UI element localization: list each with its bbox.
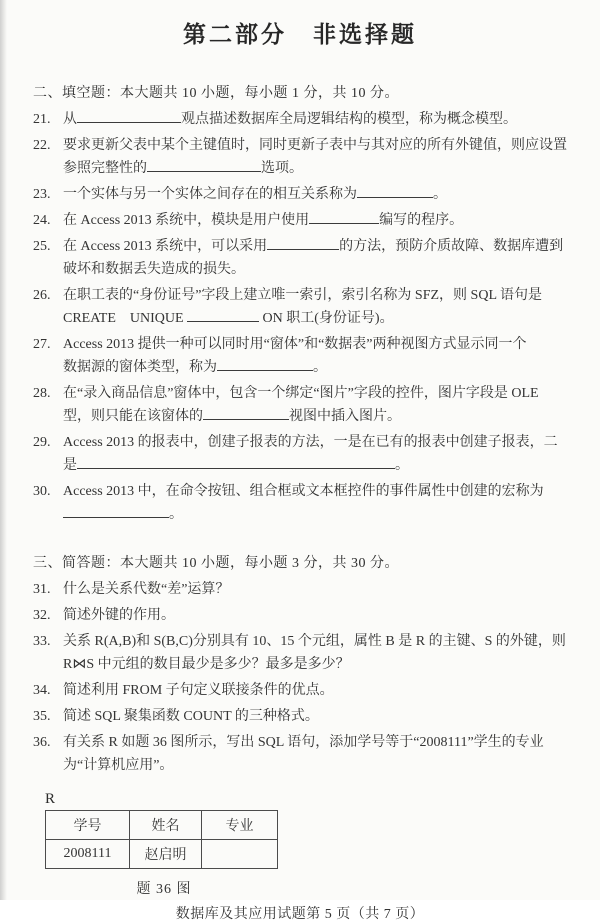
question-text-segment: 要求更新父表中某个主键值时，同时更新子表中与其对应的所有外键值，则应设置	[63, 138, 567, 153]
section-fill-blank	[0, 82, 600, 526]
question-text-segment: 。	[313, 360, 327, 375]
figure-caption: 题 36 图	[136, 882, 192, 897]
question-text-segment: 数据源的窗体类型，称为	[63, 360, 217, 375]
question-text-segment: 破坏和数据丢失造成的损失。	[63, 262, 245, 277]
question-text-segment: 型，则只能在该窗体的	[63, 409, 203, 424]
short-answer-question-list	[33, 578, 586, 777]
blank-underline	[267, 236, 339, 250]
question-text-segment: Access 2013 提供一种可以同时用“窗体”和“数据表”两种视图方式显示同一个	[63, 337, 527, 352]
question-text-segment: 什么是关系代数“差”运算？	[63, 582, 230, 597]
question-content	[63, 134, 586, 180]
question-text-segment: 。	[169, 507, 183, 522]
question-content	[63, 183, 586, 206]
page-title: 第二部分 非选择题	[183, 22, 417, 47]
question-content	[63, 431, 586, 477]
question-content	[63, 731, 586, 777]
question-number: 29.	[33, 435, 51, 450]
question-row	[33, 209, 586, 232]
question-content	[63, 235, 586, 281]
relation-r-table	[45, 810, 278, 869]
table-cell: 赵启明	[130, 840, 202, 869]
question-number: 27.	[33, 337, 51, 352]
question-text-segment: 在 Access 2013 系统中，模块是用户使用	[63, 213, 310, 228]
question-content	[63, 108, 586, 131]
question-text-segment: 关系 R(A,B)和 S(B,C)分别具有 10、15 个元组，属性 B 是 R 的主键、S 的外键，则	[63, 634, 566, 649]
question-text-segment: Access 2013 的报表中，创建子报表的方法，一是在已有的报表中创建子报表，二	[63, 435, 558, 450]
question-number: 26.	[33, 288, 51, 303]
blank-underline	[357, 184, 433, 198]
question-row	[33, 480, 586, 526]
question-text-segment: ON 职工(身份证号)。	[259, 311, 394, 326]
question-row	[33, 630, 586, 676]
question-36-figure	[0, 791, 600, 898]
question-content	[63, 578, 586, 601]
question-text-segment: 编写的程序。	[379, 213, 464, 228]
question-text-segment: 在“录入商品信息”窗体中，包含一个绑定“图片”字段的控件，图片字段是 OLE	[63, 386, 539, 401]
question-text-segment: 视图中插入图片。	[289, 409, 401, 424]
question-row	[33, 604, 586, 627]
question-content	[63, 630, 586, 676]
blank-underline	[63, 504, 169, 518]
question-text-segment: 有关系 R 如题 36 图所示，写出 SQL 语句，添加学号等于“2008111”学生的专业	[63, 735, 544, 750]
question-text-segment: R⋈S 中元组的数目最少是多少？最多是多少？	[63, 657, 350, 672]
question-content	[63, 333, 586, 379]
question-row	[33, 705, 586, 728]
section-short-answer	[0, 552, 600, 777]
question-text-segment: Access 2013 中，在命令按钮、组合框或文本框控件的事件属性中创建的宏称为	[63, 484, 544, 499]
table-cell	[202, 840, 278, 869]
table-header-cell: 姓名	[130, 811, 202, 840]
question-row	[33, 235, 586, 281]
question-content	[63, 679, 586, 702]
question-row	[33, 284, 586, 330]
question-number: 24.	[33, 213, 51, 228]
question-text-segment: 参照完整性的	[63, 161, 147, 176]
question-text-segment: 。	[395, 458, 409, 473]
question-row	[33, 431, 586, 477]
question-row	[33, 731, 586, 777]
question-number: 22.	[33, 138, 51, 153]
question-text-segment: 在职工表的“身份证号”字段上建立唯一索引，索引名称为 SFZ，则 SQL 语句是	[63, 288, 542, 303]
question-row	[33, 134, 586, 180]
question-row	[33, 578, 586, 601]
question-text-segment: 为“计算机应用”。	[63, 758, 174, 773]
blank-underline	[217, 357, 313, 371]
question-number: 32.	[33, 608, 51, 623]
question-text-segment: 简述 SQL 聚集函数 COUNT 的三种格式。	[63, 709, 319, 724]
question-content	[63, 382, 586, 428]
question-content	[63, 705, 586, 728]
fill-blank-question-list	[33, 108, 586, 526]
short-answer-heading: 三、简答题：本大题共 10 小题，每小题 3 分，共 30 分。	[33, 556, 399, 571]
question-number: 34.	[33, 683, 51, 698]
question-number: 31.	[33, 582, 51, 597]
relation-label: R	[45, 791, 56, 807]
question-text-segment: 的方法，预防介质故障、数据库遭到	[339, 239, 564, 254]
question-row	[33, 108, 586, 131]
table-header-cell: 专业	[202, 811, 278, 840]
question-number: 21.	[33, 112, 51, 127]
blank-underline	[309, 210, 379, 224]
question-row	[33, 183, 586, 206]
question-number: 28.	[33, 386, 51, 401]
question-text-segment: 选项。	[261, 161, 303, 176]
table-body	[46, 840, 278, 869]
question-number: 23.	[33, 187, 51, 202]
question-text-segment: 在 Access 2013 系统中，可以采用	[63, 239, 268, 254]
question-text-segment: 从	[63, 112, 77, 127]
table-header-row	[46, 811, 278, 840]
question-text-segment: 简述外键的作用。	[63, 608, 175, 623]
question-content	[63, 480, 586, 526]
blank-underline	[77, 455, 395, 469]
question-text-segment: 。	[433, 187, 447, 202]
question-text-segment: 简述利用 FROM 子句定义联接条件的优点。	[63, 683, 334, 698]
blank-underline	[77, 109, 181, 123]
question-number: 36.	[33, 735, 51, 750]
question-number: 25.	[33, 239, 51, 254]
question-number: 30.	[33, 484, 51, 499]
question-content	[63, 604, 586, 627]
blank-underline	[147, 158, 261, 172]
table-row	[46, 840, 278, 869]
question-row	[33, 382, 586, 428]
question-number: 33.	[33, 634, 51, 649]
table-cell: 2008111	[46, 840, 130, 869]
table-header-cell: 学号	[46, 811, 130, 840]
blank-underline	[203, 406, 289, 420]
question-text-segment: 一个实体与另一个实体之间存在的相互关系称为	[63, 187, 357, 202]
question-text-segment: 是	[63, 458, 77, 473]
question-content	[63, 209, 586, 232]
question-number: 35.	[33, 709, 51, 724]
question-text-segment: CREATE UNIQUE	[63, 311, 188, 326]
question-content	[63, 284, 586, 330]
fill-blank-heading: 二、填空题：本大题共 10 小题，每小题 1 分，共 10 分。	[33, 86, 399, 101]
question-row	[33, 333, 586, 379]
question-row	[33, 679, 586, 702]
page-footer: 数据库及其应用试题第 5 页（共 7 页）	[175, 907, 425, 922]
question-text-segment: 观点描述数据库全局逻辑结构的模型，称为概念模型。	[181, 112, 517, 127]
blank-underline	[187, 308, 259, 322]
